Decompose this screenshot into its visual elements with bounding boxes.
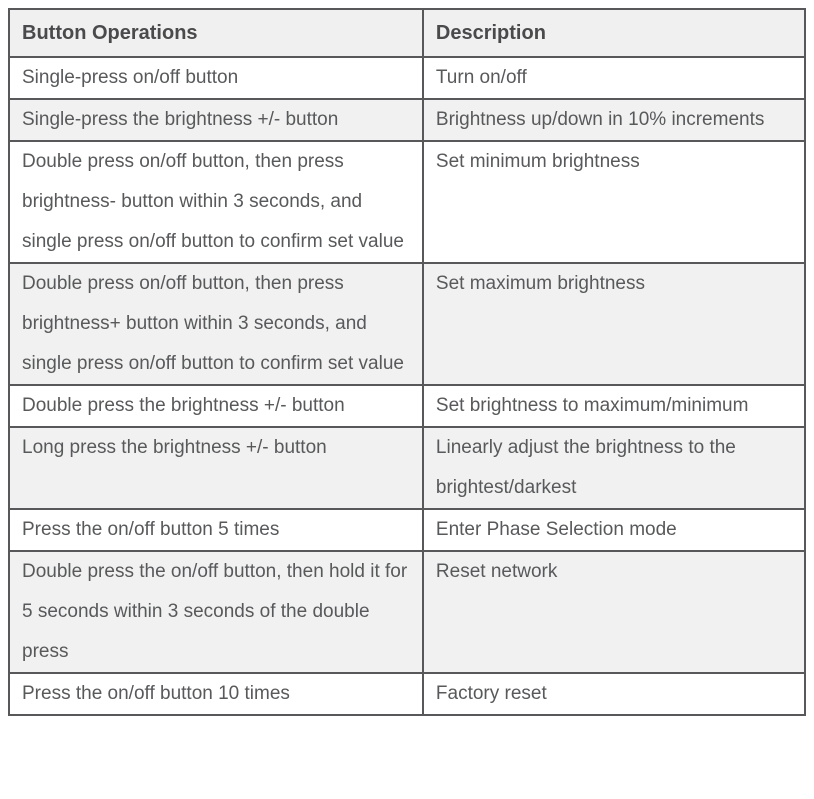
table-cell-operation: Double press on/off button, then press brightness+ button within 3 seconds, and single press on/off button to confirm set value: [9, 263, 423, 385]
table-cell-operation: Single-press the brightness +/- button: [9, 99, 423, 141]
table-cell-description: Brightness up/down in 10% increments: [423, 99, 805, 141]
table-cell-description: Enter Phase Selection mode: [423, 509, 805, 551]
table-cell-description: Turn on/off: [423, 57, 805, 99]
table-cell-operation: Double press the brightness +/- button: [9, 385, 423, 427]
table-body: [9, 57, 805, 715]
table-row: [9, 57, 805, 99]
table-header: [9, 9, 805, 57]
table-cell-description: Set maximum brightness: [423, 263, 805, 385]
column-header-description: Description: [423, 9, 805, 57]
button-operations-table: [8, 8, 806, 716]
header-row: [9, 9, 805, 57]
table-row: [9, 263, 805, 385]
table-cell-description: Linearly adjust the brightness to the brightest/darkest: [423, 427, 805, 509]
table-cell-operation: Press the on/off button 5 times: [9, 509, 423, 551]
table-row: [9, 427, 805, 509]
table-cell-description: Set minimum brightness: [423, 141, 805, 263]
table-cell-description: Factory reset: [423, 673, 805, 715]
table-cell-operation: Press the on/off button 10 times: [9, 673, 423, 715]
table-cell-operation: Double press on/off button, then press brightness- button within 3 seconds, and single press on/off button to confirm set value: [9, 141, 423, 263]
table-row: [9, 673, 805, 715]
table-row: [9, 99, 805, 141]
table-cell-description: Reset network: [423, 551, 805, 673]
table-cell-operation: Long press the brightness +/- button: [9, 427, 423, 509]
table-cell-operation: Single-press on/off button: [9, 57, 423, 99]
table-row: [9, 551, 805, 673]
table-cell-operation: Double press the on/off button, then hold it for 5 seconds within 3 seconds of the double press: [9, 551, 423, 673]
table-row: [9, 509, 805, 551]
table-row: [9, 385, 805, 427]
column-header-button-operations: Button Operations: [9, 9, 423, 57]
table-row: [9, 141, 805, 263]
table-cell-description: Set brightness to maximum/minimum: [423, 385, 805, 427]
